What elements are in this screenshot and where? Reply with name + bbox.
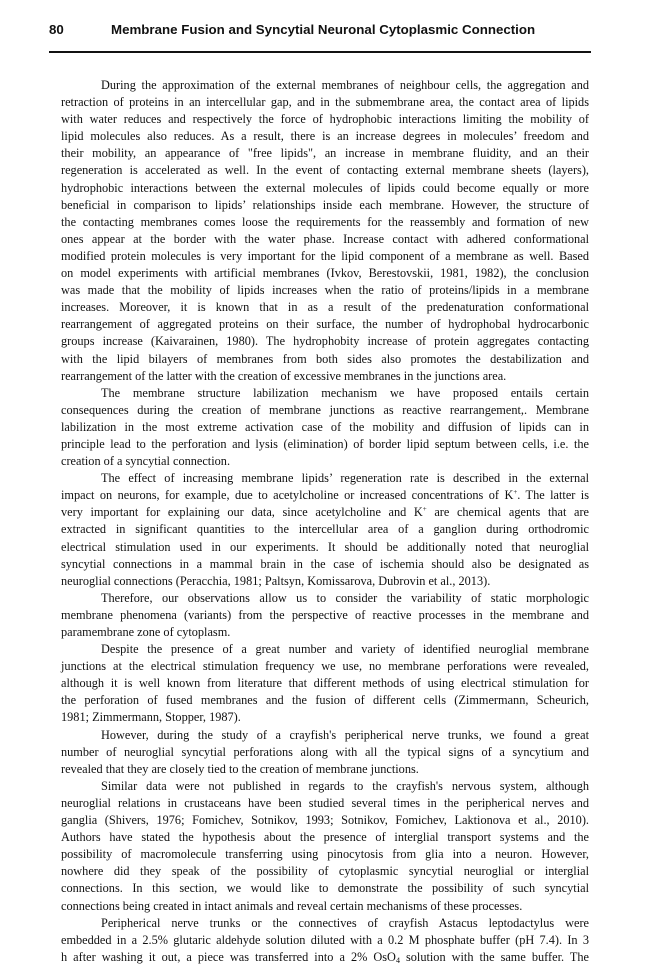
text-line: groups increase (Kaivarainen, 1980). The hydrophobity increase of protein aggregates contacting [61, 334, 589, 349]
text-line: number of neuroglial syncytial perforations along with all the typical signs of a syncytium and [61, 744, 589, 759]
text-line: was made that the mobility of lipids increases when the ratio of proteins/lipids in a membrane [61, 283, 589, 298]
text-line: revealed that they are closely tied to the creation of membrane junctions. [61, 761, 419, 776]
text-line: ones appear at the border with the water phase. Increase contact with adhered conformational [61, 231, 589, 246]
text-line: However, during the study of a crayfish's peripherical nerve trunks, we found a great [101, 727, 589, 742]
text-line: with the lipid bilayers of membranes from both sides also promotes the destabilization and [61, 351, 589, 366]
text-line: membrane phenomena (variants) from the perspective of reactive processes in the membrane and [61, 607, 589, 622]
text-line: syncytial connections in a mammal brain in the case of ischemia should also be designated as [61, 556, 589, 571]
text-line: consequences during the creation of membrane junctions as reactive rearrangement,. Membrane [61, 402, 589, 417]
page-number: 80 [49, 22, 64, 37]
text-line: embedded in a 2.5% glutaric aldehyde solution diluted with a 0.2 M phosphate buffer (pH 7.4). In 3 [61, 932, 589, 947]
text-line: hydrophobic interactions between the external molecules of lipids could become equally or more [61, 180, 589, 195]
text-line: creation of a syncytial connection. [61, 454, 231, 469]
text-line: h after washing it out, a piece was transferred into a 2% OsO$_4$ solution with the same buffer. The [61, 949, 590, 965]
text-line: nowhere did they speak of the possibility of cytoplasmic syncytial neuroglial or interglial [61, 864, 589, 879]
text-line: electrical stimulation used in our experiments. It should be additionally noted that neuroglial [61, 539, 589, 554]
text-line: The membrane structure labilization mechanism we have proposed entails certain [101, 385, 589, 400]
header-rule [49, 51, 591, 53]
text-line: connections being created in intact animals and reveal certain mechanisms of these processes. [61, 898, 523, 913]
text-line: Similar data were not published in regards to the crayfish's nervous system, although [101, 778, 589, 793]
text-line: modified protein molecules is very important for the lipid component of a membrane as well. Based [61, 248, 589, 263]
text-line: Peripherical nerve trunks or the connectives of crayfish Astacus leptodactylus were [101, 915, 589, 930]
body-text [61, 77, 589, 966]
subscript: 4 [395, 955, 400, 965]
text-line: increases. Moreover, it is known that in as a result of the predenaturation conformational [61, 300, 589, 315]
text-line: 1981; Zimmermann, Stopper, 1987). [61, 710, 241, 725]
text-line: their mobility, an appearance of "free lipids", an increase in membrane fluidity, and an their [61, 146, 589, 161]
text-line: The effect of increasing membrane lipids’ regeneration rate is described in the external [101, 471, 589, 486]
text-line: beneficial in comparison to lipids’ relationships inside each membrane. However, the structure of [61, 197, 589, 212]
text-line: Despite the presence of a great number and variety of identified neuroglial membrane [101, 642, 589, 657]
text-line: with water reduces and respectively the force of hydrophobic interactions limiting the mobility of [61, 112, 589, 127]
text-line: regeneration is accelerated as well. In the event of contacting external membrane sheets (layers), [61, 163, 589, 178]
text-line: paramembrane zone of cytoplasm. [61, 625, 231, 639]
text-line: Therefore, our observations allow us to consider the variability of static morphologic [101, 590, 589, 605]
text-line: During the approximation of the external membranes of neighbour cells, the aggregation and [101, 78, 589, 92]
text-line: labilization in the most extreme activation case of the mobility and diffusion of lipids can in [61, 419, 589, 434]
text-line: the contacting membranes comes loose the requirements for the reassembly and formation of new [61, 214, 589, 229]
text-line: rearrangement of the latter with the creation of excessive membranes in the junctions area. [61, 368, 507, 383]
running-header [49, 22, 591, 42]
text-line: neuroglial relations in crustaceans have been studied several times in the peripherical nerves and [61, 795, 589, 810]
text-line: ganglia (Shivers, 1976; Fomichev, Sotnikov, 1993; Sotnikov, Fomichev, Laktionova et al., 2010). [61, 813, 589, 828]
text-line: impact on neurons, for example, due to acetylcholine or increased concentrations of K+. The latter is [61, 488, 589, 503]
text-line: extracted in significant quantities to the intercellular area of a ganglion during orthodromic [61, 522, 589, 537]
text-line: rearrangement of aggregated proteins on their surface, the number of hydrophobal hydrocarbonic [61, 317, 589, 332]
text-line: Authors have stated the hypothesis about the presence of interglial transport systems and the [61, 830, 589, 845]
text-line: although it is well known from literature that different methods of using electrical stimulation for [61, 676, 589, 691]
text-line: possibility of macromolecule transferring using pinocytosis from glia into a neuron. However, [61, 847, 589, 862]
superscript: + [513, 488, 518, 497]
running-title: Membrane Fusion and Syncytial Neuronal Cytoplasmic Connection [111, 22, 536, 37]
text-line: retraction of proteins in an intercellular gap, and in the submembrane area, the contact area of lipids [61, 95, 589, 110]
text-line: connections. In this section, we would like to demonstrate the possibility of such syncytial [61, 881, 589, 896]
text-line: principle lead to the perforation and lysis (elimination) of border lipid septum between cells, i.e. the [61, 436, 589, 451]
text-line: lipid molecules also reduces. As a result, there is an increase degrees in molecules’ freedom and [61, 129, 589, 144]
superscript: + [422, 505, 427, 514]
text-line: the perforation of fused membranes and the fusion of different cells (Zimmermann, Scheurich, [61, 693, 589, 708]
text-line: very important for explaining our data, since acetylcholine and K+ are chemical agents that are [61, 505, 589, 520]
text-line: neuroglial connections (Peracchia, 1981; Paltsyn, Komissarova, Dubrovin et al., 2013). [61, 573, 491, 588]
text-line: junctions at the electrical stimulation frequency we use, no membrane perforations were revealed, [61, 659, 589, 674]
text-line: on model experiments with artificial membranes (Ivkov, Berestovskii, 1981, 1982), the conclusion [61, 266, 589, 281]
